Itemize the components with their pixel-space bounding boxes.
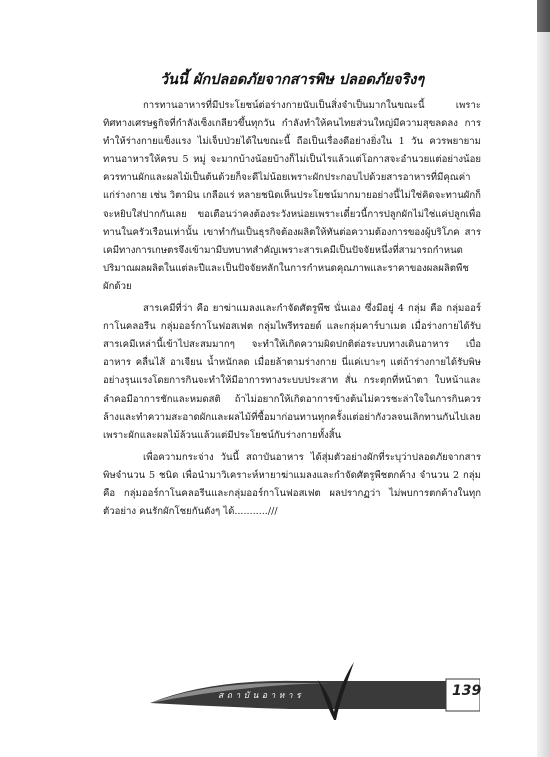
article-title: วันนี้ ผักปลอดภัยจากสารพิษ ปลอดภัยจริงๆ (159, 71, 425, 88)
page-edge-tab (537, 0, 550, 32)
article-paragraph-1: การทานอาหารที่มีประโยชน์ต่อร่างกายนับเป็นสิ่งจำเป็นมากในขณะนี้ เพราะทิศทางเศรษฐกิจที่กำลังเซ็งเกลียวขึ้นทุกวัน กำลังทำให้คนไทยส่วนใหญ่มีความสุขลดลง การทำให้ร่างกายแข็งแรง ไม่เจ็บป่วยได้ในขณะนี้ ถือเป็นเรื่องดีอย่างยิ่งใน 1 วัน ควรพยายามทานอาหารให้ครบ 5 หมู่ จะมากบ้างน้อยบ้างก็ไม่เป็นไรแล้วแต่โอกาสจะอำนวยแต่อย่างน้อย ควรทานผักและผลไม้เป็นต้นด้วยก็จะดีไม่น้อยเพราะผักประกอบไปด้วยสารอาหารที่มีคุณค่าแก่ร่างกาย เช่น วิตามิน เกลือแร่ หลายชนิดเห็นประโยชน์มากมายอย่างนี้ไม่ใช่คิดจะทานผักก็จะหยิบใส่ปากกันเลย ขอเตือนว่าคงต้องระวังหน่อยเพราะเดี๋ยวนี้การปลูกผักไม่ใช่แค่ปลูกเพื่อทานในครัวเรือนเท่านั้น เขาทำกันเป็นธุรกิจต้องผลิตให้ทันต่อความต้องการของผู้บริโภค สารเคมีทางการเกษตรจึงเข้ามามีบทบาทสำคัญเพราะสารเคมีเป็นปัจจัยหนึ่งที่สามารถกำหนดปริมาณผลผลิตในแต่ละปีและเป็นปัจจัยหลักในการกำหนดคุณภาพและราคาของผลผลิตพืช ผักด้วย (103, 100, 481, 292)
article (103, 68, 481, 521)
article-paragraph-3: เพื่อความกระจ่าง วันนี้ สถาบันอาหาร ได้สุ่มตัวอย่างผักที่ระบุว่าปลอดภัยจากสารพิษจำนวน 5 ชนิด เพื่อนำมาวิเคราะห์หายาฆ่าแมลงและกำจัดศัตรูพืชตกค้าง จำนวน 2 กลุ่ม คือ กลุ่มออร์กาโนคลอรีนและกลุ่มออร์กาโนฟอสเฟต ผลปรากฏว่า ไม่พบการตกค้างในทุกตัวอย่าง คนรักผักโชยกันดังๆ ได้.........../// (103, 451, 481, 518)
page-edge (537, 0, 550, 757)
publisher-name: สถาบันอาหาร (218, 691, 305, 701)
page-number: 139 (452, 683, 482, 699)
article-paragraph-2: สารเคมีที่ว่า คือ ยาฆ่าแมลงและกำจัดศัตรูพืช นั่นเอง ซึ่งมีอยู่ 4 กลุ่ม คือ กลุ่มออร์กาโนคลอรีน กลุ่มออร์กาโนฟอสเฟต กลุ่มไพรีทรอยด์ และกลุ่มคาร์บาเมต เมื่อร่างกายได้รับสารเคมีเหล่านี้เข้าไปสะสมมากๆ จะทำให้เกิดความผิดปกติต่อระบบทางเดินอาหาร เบื่ออาหาร คลื่นไส้ อาเจียน น้ำหนักลด เมื่อยล้าตามร่างกาย นี่แค่เบาะๆ แต่ถ้าร่างกายได้รับพิษอย่างรุนแรงโดยการกินจะทำให้มีอาการทางระบบประสาท สั่น กระตุกที่หน้าตา ใบหน้าและลำคอมีอาการชักและหมดสติ ถ้าไม่อยากให้เกิดอาการข้างต้นไม่ควรชะล่าใจในการกินควรล้างและทำความสะอาดผักและผลไม้ที่ซื้อมาก่อนทานทุกครั้งแต่อย่ากังวลจนเลิกทานกันไปเลย เพราะผักและผลไม้ล้วนแล้วแต่มีประโยชน์กับร่างกายทั้งสิ้น (103, 303, 481, 441)
